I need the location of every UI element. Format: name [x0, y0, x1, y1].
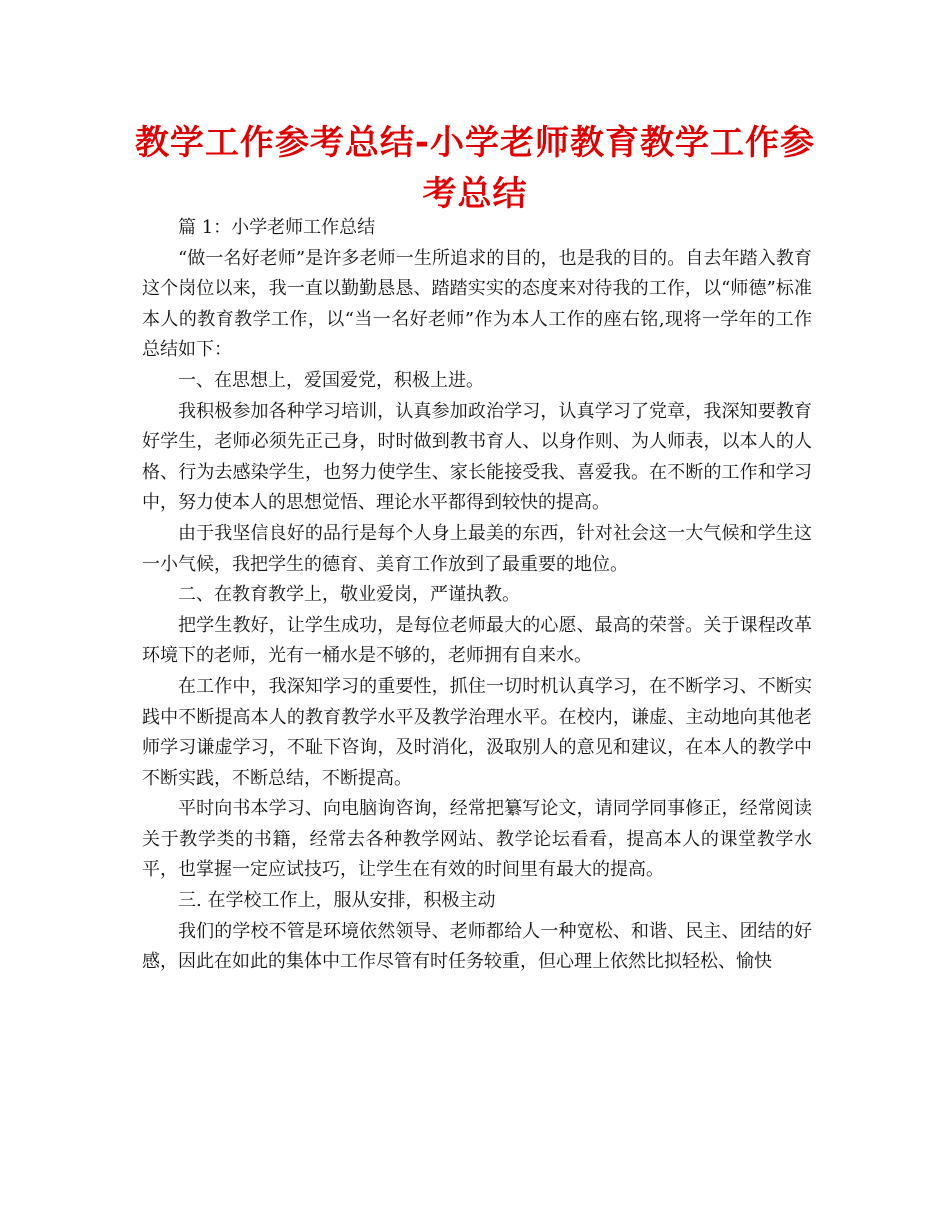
- section-heading: 三. 在学校工作上，服从安排，积极主动: [178, 890, 496, 912]
- paragraph: 平时向书本学习、向电脑询咨询，经常把纂写论文，请同学同事修正，经常阅读关于教学类的书籍，经常去各种教学网站、教学论坛看看，提高本人的课堂教学水平，也掌握一定应试技巧，让学生在有效的时间里有最大的提高。: [142, 798, 812, 881]
- paragraph: 我积极参加各种学习培训，认真参加政治学习，认真学习了党章，我深知要教育好学生，老师必须先正己身，时时做到教书育人、以身作则、为人师表，以本人的人格、行为去感染学生，也努力使学生、家长能接受我、喜爱我。在不断的工作和学习中，努力使本人的思想觉悟、理论水平都得到较快的提高。: [142, 400, 812, 514]
- paragraph: 在工作中，我深知学习的重要性，抓住一切时机认真学习，在不断学习、不断实践中不断提高本人的教育教学水平及教学治理水平。在校内，谦虚、主动地向其他老师学习谦虚学习，不耻下咨询，及时消化，汲取别人的意见和建议，在本人的教学中不断实践，不断总结，不断提高。: [142, 675, 812, 789]
- section-heading: 篇 1：小学老师工作总结: [178, 217, 376, 238]
- document-title: 教学工作参考总结-小学老师教育教学工作参考总结: [134, 123, 816, 214]
- section-heading: 一、在思想上，爱国爱党，积极上进。: [178, 369, 484, 391]
- paragraph: 把学生教好，让学生成功，是每位老师最大的心愿、最高的荣誉。关于课程改革环境下的老师，光有一桶水是不够的，老师拥有自来水。: [142, 614, 812, 667]
- document-body: [142, 213, 812, 978]
- paragraph: 我们的学校不管是环境依然领导、老师都给人一种宽松、和谐、民主、团结的好感，因此在如此的集体中工作尽管有时任务较重，但心理上依然比拟轻松、愉快: [142, 920, 812, 973]
- paragraph: “做一名好老师”是许多老师一生所追求的目的，也是我的目的。自去年踏入教育这个岗位以来，我一直以勤勤恳恳、踏踏实实的态度来对待我的工作，以“师德”标准本人的教育教学工作，以“当一名好老师”作为本人工作的座右铭,现将一学年的工作总结如下：: [142, 247, 812, 361]
- section-heading: 二、在教育教学上，敬业爱岗，严谨执教。: [178, 584, 520, 606]
- paragraph: 由于我坚信良好的品行是每个人身上最美的东西，针对社会这一大气候和学生这一小气候，我把学生的德育、美育工作放到了最重要的地位。: [142, 522, 812, 575]
